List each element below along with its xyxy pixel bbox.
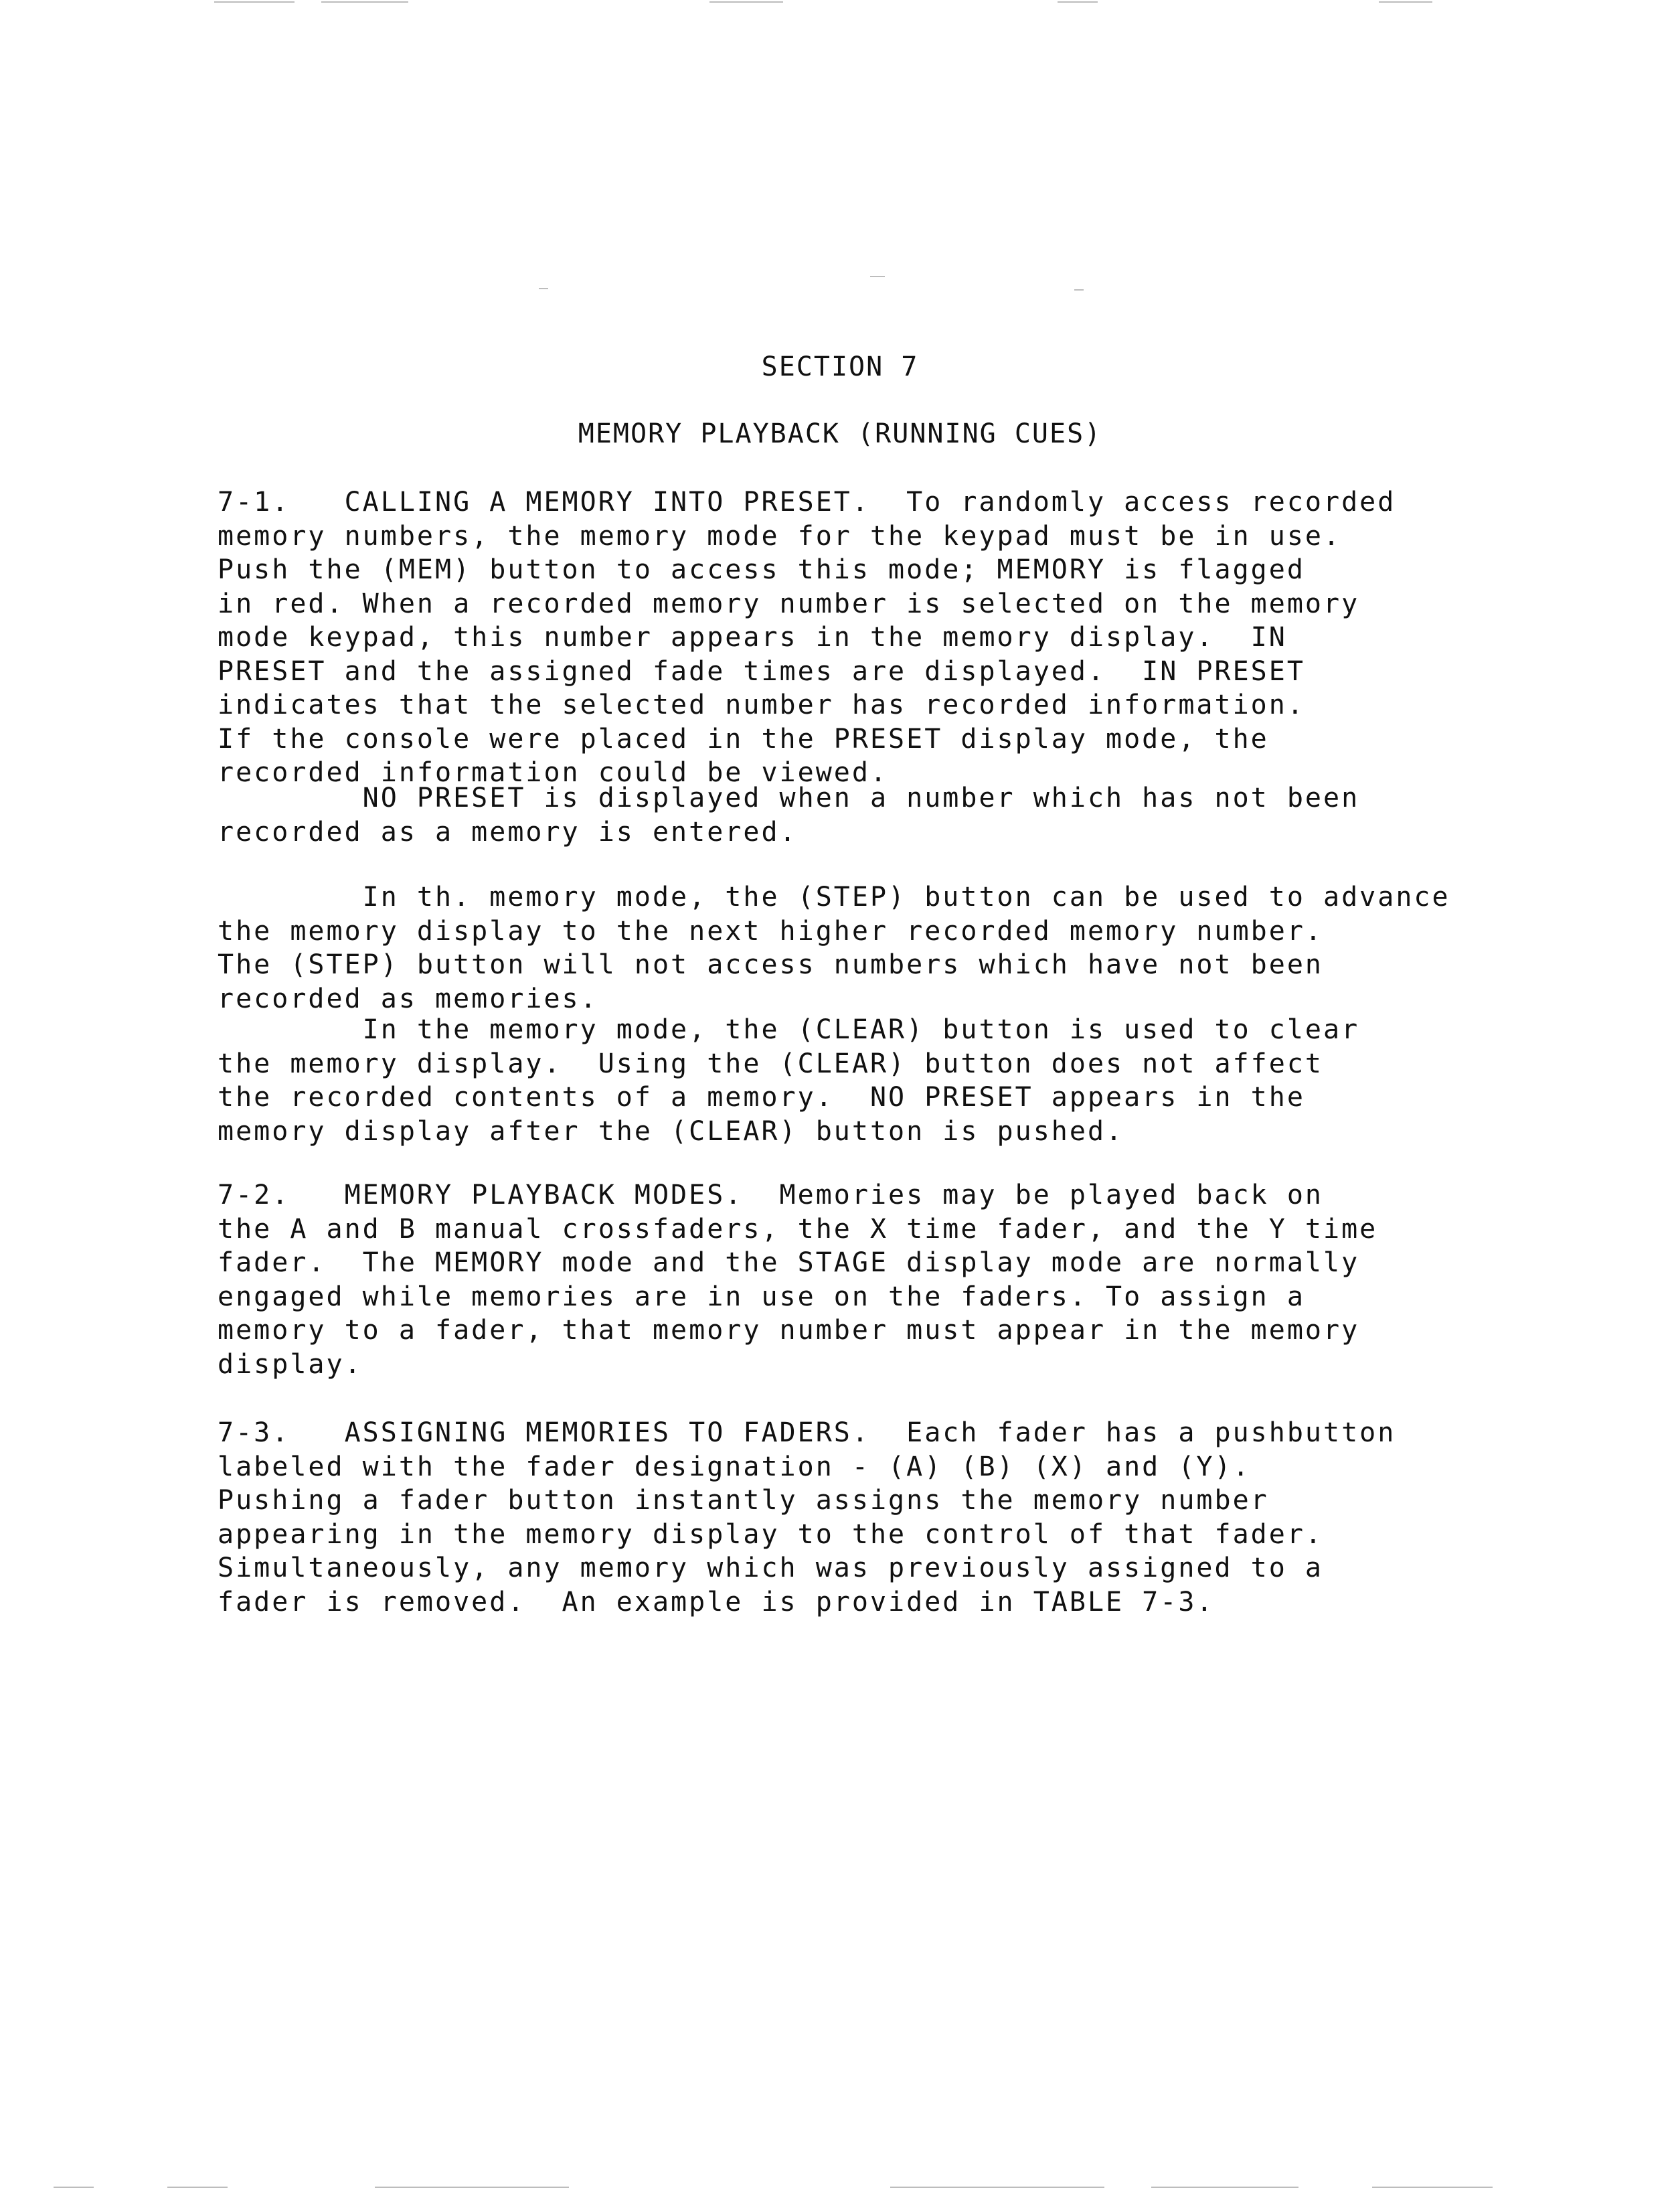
scan-line	[375, 2187, 569, 2188]
scan-line	[321, 1, 408, 3]
paragraph-7-1: 7-1. CALLING A MEMORY INTO PRESET. To randomly access recorded memory numbers, the memory mode for the keypad must be in use. Push the (MEM) button to access this mode; MEMORY is flagged in red. When a recorded memory number is selected on the memory mode keypad, this number appears in the memory display. IN PRESET and the assigned fade times are displayed. IN PRESET indicates that the selected number has recorded information. If the console were placed in the PRESET display mode, the recorded information could be viewed.	[218, 487, 1396, 788]
scan-line	[709, 1, 783, 3]
scan-line	[870, 276, 885, 277]
paragraph-7-3: 7-3. ASSIGNING MEMORIES TO FADERS. Each fader has a pushbutton labeled with the fader designation - (A) (B) (X) and (Y). Pushing a fader button instantly assigns the memory number appearing in the memory display to the control of that fader. Simultaneously, any memory which was previously assigned to a fader is removed. An example is provided in TABLE 7-3.	[218, 1417, 1396, 1618]
scan-line	[1058, 1, 1098, 3]
scan-line	[214, 1, 295, 3]
section-title: SECTION 7	[761, 351, 919, 382]
scan-line	[167, 2187, 228, 2188]
scan-line	[539, 288, 548, 289]
scan-line	[890, 2187, 1104, 2188]
paragraph-step-button: In th. memory mode, the (STEP) button can be used to advance the memory display to the next higher recorded memory number. The (STEP) button will not access numbers which have not been recorded as memories.	[218, 882, 1450, 1014]
section-subtitle: MEMORY PLAYBACK (RUNNING CUES)	[578, 418, 1102, 449]
scan-line	[1151, 2187, 1298, 2188]
scan-line	[1074, 289, 1084, 291]
scan-line	[54, 2187, 94, 2188]
paragraph-no-preset: NO PRESET is displayed when a number which has not been recorded as a memory is entered.	[218, 783, 1360, 848]
paragraph-7-2: 7-2. MEMORY PLAYBACK MODES. Memories may be played back on the A and B manual crossfaders, the X time fader, and the Y time fader. The MEMORY mode and the STAGE display mode are normally engaged while memories are in use on the faders. To assign a memory to a fader, that memory number must appear in the memory display.	[218, 1180, 1378, 1380]
paragraph-clear-button: In the memory mode, the (CLEAR) button is used to clear the memory display. Using the (CLEAR) button does not affect the recorded contents of a memory. NO PRESET appears in the memory display after the (CLEAR) button is pushed.	[218, 1014, 1360, 1147]
scan-line	[1372, 2187, 1493, 2188]
scan-line	[1379, 1, 1432, 3]
